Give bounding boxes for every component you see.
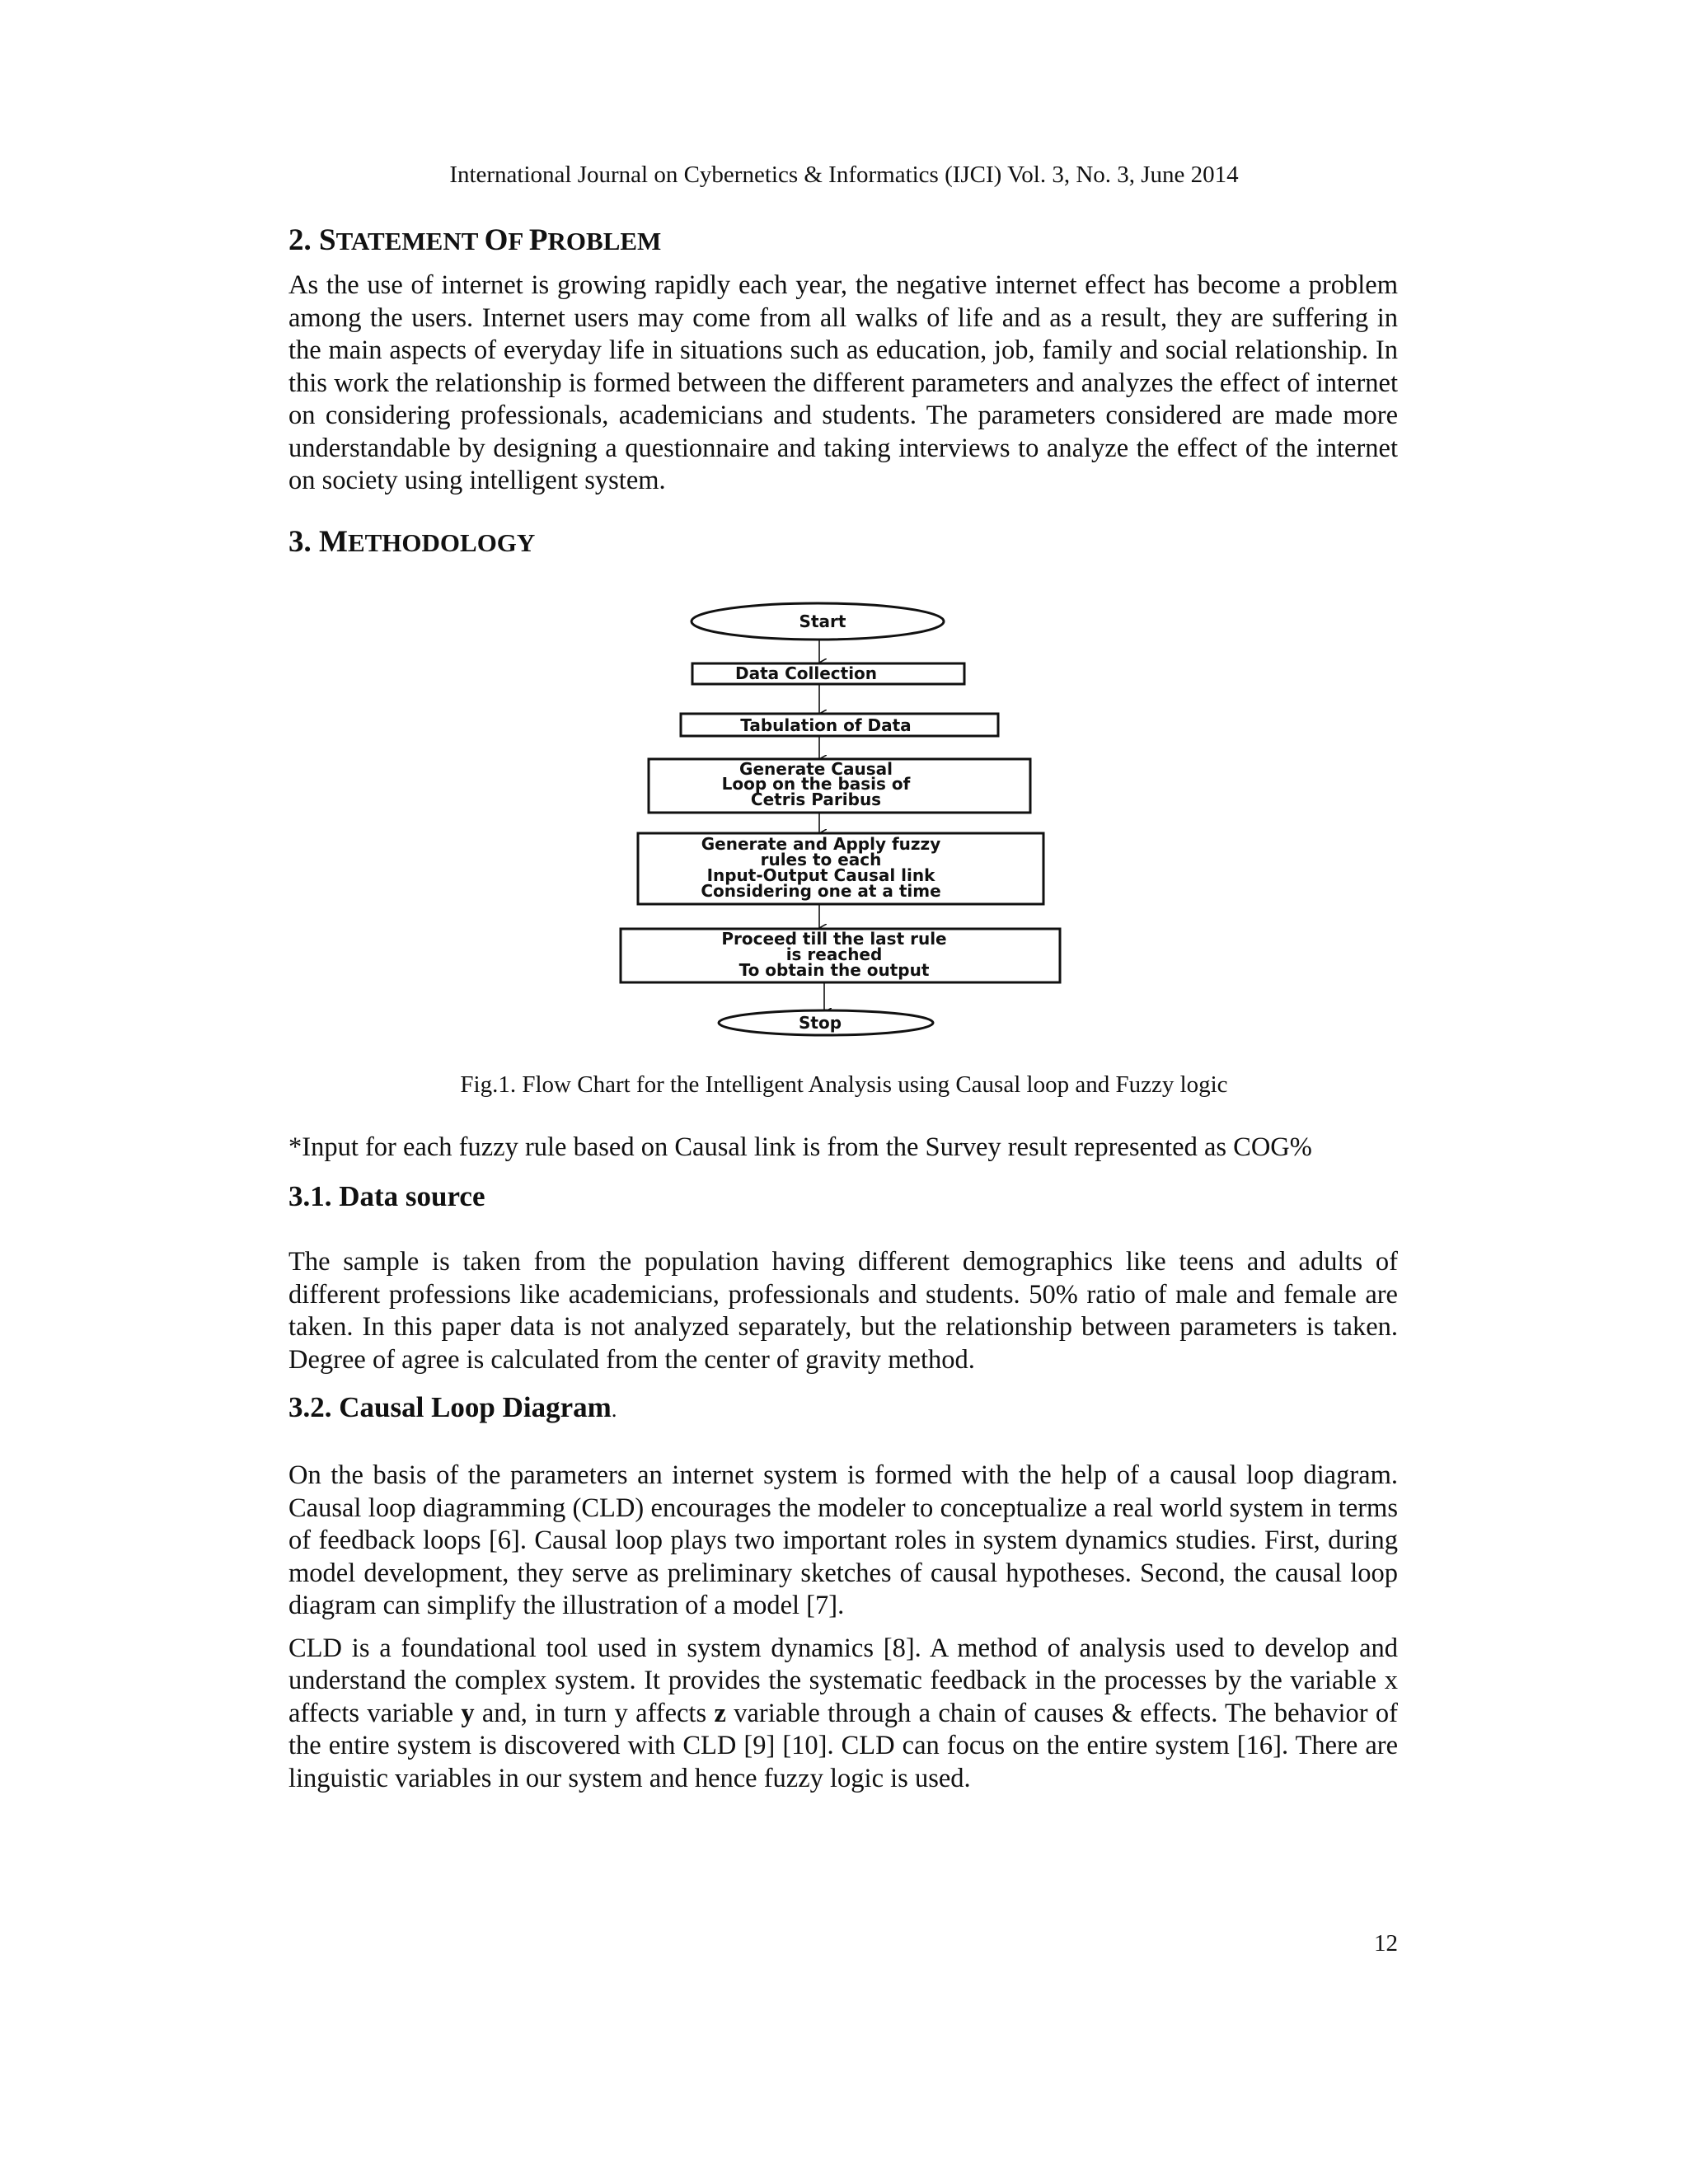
stop-label: Stop xyxy=(798,1013,842,1033)
section-3-2-paragraph-1: On the basis of the parameters an internet system is formed with the help of a causal loop diagram. Causal loop diagramming (CLD) encourages the modeler to conceptualize a real world system in terms of feedback loops [6]. Causal loop plays two important roles in system dynamics studies. First, during model development, they serve as preliminary sketches of causal hypotheses. Second, the causal loop diagram can simplify the illustration of a model [7]. xyxy=(288,1460,1398,1620)
data-collection-label: Data Collection xyxy=(734,663,878,683)
proceed-label-2: is reached xyxy=(785,944,883,964)
page-number: 12 xyxy=(1374,1930,1398,1957)
start-label: Start xyxy=(799,612,846,631)
generate-causal-loop-label-3: Cetris Paribus xyxy=(750,790,882,809)
section-3-1-paragraph: The sample is taken from the population having different demographics like teens and adults of different professions like academicians, professionals and students. 50% ratio of male and female are taken. In this paper data is not analyzed separately, but the relationship between parameters is taken. Degree of agree is calculated from the center of gravity method. xyxy=(288,1247,1398,1375)
survey-note: *Input for each fuzzy rule based on Causal link is from the Survey result represented as COG% xyxy=(288,1132,1312,1162)
section-3-2-paragraph-2: CLD is a foundational tool used in system dynamics [8]. A method of analysis used to develop and understand the complex system. It provides the systematic feedback in the processes by the variable x affects variable y and, in turn y affects z variable through a chain of causes & effects. The behavior of the entire system is discovered with CLD [9] [10]. CLD can focus on the entire system [16]. There are linguistic variables in our system and hence fuzzy logic is used. xyxy=(288,1633,1398,1793)
proceed-label-1: Proceed till the last rule xyxy=(721,929,947,949)
fuzzy-rules-label-4: Considering one at a time xyxy=(701,881,941,901)
section-3-2 xyxy=(288,1390,1398,1795)
proceed-label-3: To obtain the output xyxy=(738,960,930,980)
section-3-2-heading: 3.2. Causal Loop Diagram. xyxy=(288,1391,617,1423)
section-3-heading: 3. METHODOLOGY xyxy=(288,525,536,559)
section-3-1 xyxy=(288,1179,1398,1376)
section-2-paragraph: As the use of internet is growing rapidly each year, the negative internet effect has become a problem among the users. Internet users may come from all walks of life and as a result, they are suffering in the main aspects of everyday life in situations such as education, job, family and social relationship. In this work the relationship is formed between the different parameters and analyzes the effect of internet on considering professionals, academicians and students. The parameters considered are made more understandable by designing a questionnaire and taking interviews to analyze the effect of the internet on society using intelligent system. xyxy=(288,270,1398,495)
flowchart xyxy=(0,0,1688,1063)
section-2-heading: 2. STATEMENT OF PROBLEM xyxy=(288,223,662,257)
figure-caption: Fig.1. Flow Chart for the Intelligent Analysis using Causal loop and Fuzzy logic xyxy=(460,1071,1228,1098)
section-3-1-heading: 3.1. Data source xyxy=(288,1180,485,1212)
generate-causal-loop-label-1: Generate Causal xyxy=(739,759,893,779)
tabulation-label: Tabulation of Data xyxy=(740,715,912,735)
generate-causal-loop-label-2: Loop on the basis of xyxy=(721,774,911,794)
note-block xyxy=(288,1131,1398,1164)
fuzzy-rules-label-3: Input-Output Causal link xyxy=(706,865,935,885)
running-header: International Journal on Cybernetics & Informatics (IJCI) Vol. 3, No. 3, June 2014 xyxy=(449,162,1239,188)
fuzzy-rules-label-2: rules to each xyxy=(760,850,882,869)
fuzzy-rules-label-1: Generate and Apply fuzzy xyxy=(701,834,941,854)
